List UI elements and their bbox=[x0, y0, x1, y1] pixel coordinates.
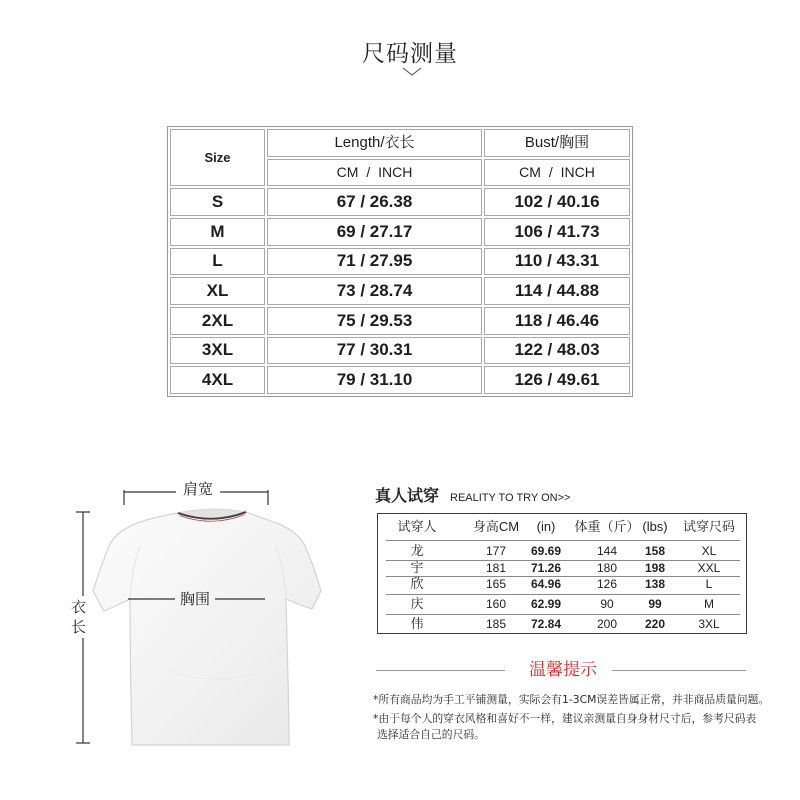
size-cell: L bbox=[170, 248, 265, 276]
size-table-header-row bbox=[170, 129, 630, 157]
size-column-header: Size bbox=[170, 129, 265, 186]
page-title: 尺码测量 bbox=[362, 41, 458, 67]
bust-value: 122 / 48.03 bbox=[484, 337, 630, 365]
try-on-height-in: 71.26 bbox=[530, 561, 562, 575]
tips-divider-right bbox=[612, 670, 746, 671]
size-chart-table bbox=[167, 126, 633, 397]
try-on-weight-jin: 90 bbox=[600, 597, 614, 611]
size-row bbox=[170, 277, 630, 305]
try-on-title: 真人试穿 bbox=[375, 486, 440, 505]
try-on-header-size: 试穿尺码 bbox=[682, 519, 735, 534]
try-on-header-name: 试穿人 bbox=[397, 519, 437, 534]
tshirt-illustration bbox=[60, 470, 350, 760]
try-on-height-in: 72.84 bbox=[530, 617, 562, 631]
tips-title: 温馨提示 bbox=[529, 660, 597, 680]
try-on-subtitle: REALITY TO TRY ON>> bbox=[450, 492, 571, 504]
try-on-weight-lbs: 220 bbox=[644, 617, 666, 631]
try-on-heading bbox=[375, 486, 570, 506]
chest-width-label: 胸围 bbox=[179, 590, 210, 608]
try-on-weight-lbs: 158 bbox=[644, 544, 666, 558]
try-on-weight-lbs: 99 bbox=[648, 597, 662, 611]
tips-divider-left bbox=[376, 670, 505, 671]
try-on-height-in: 62.99 bbox=[530, 597, 562, 611]
try-on-height-cm: 160 bbox=[485, 597, 507, 611]
bust-column-header: Bust/胸围 bbox=[484, 129, 630, 157]
bust-value: 114 / 44.88 bbox=[484, 277, 630, 305]
try-on-header-height-in: (in) bbox=[536, 519, 556, 534]
bust-value: 110 / 43.31 bbox=[484, 248, 630, 276]
size-row bbox=[170, 188, 630, 216]
bust-value: 126 / 49.61 bbox=[484, 366, 630, 394]
tip-note: 选择适合自己的尺码。 bbox=[377, 728, 485, 741]
bust-value: 106 / 41.73 bbox=[484, 218, 630, 246]
try-on-weight-jin: 200 bbox=[596, 617, 618, 631]
try-on-weight-jin: 126 bbox=[596, 577, 618, 591]
size-cell: 4XL bbox=[170, 366, 265, 394]
bust-value: 102 / 40.16 bbox=[484, 188, 630, 216]
length-value: 73 / 28.74 bbox=[267, 277, 482, 305]
size-cell: 3XL bbox=[170, 337, 265, 365]
size-cell: 2XL bbox=[170, 307, 265, 335]
try-on-height-in: 64.96 bbox=[530, 577, 562, 591]
try-on-size: L bbox=[705, 577, 713, 591]
try-on-size: 3XL bbox=[698, 617, 720, 631]
try-on-weight-jin: 180 bbox=[596, 561, 618, 575]
size-row bbox=[170, 337, 630, 365]
try-on-weight-lbs: 138 bbox=[644, 577, 666, 591]
tshirt-body bbox=[93, 509, 321, 745]
try-on-name: 伟 bbox=[410, 616, 424, 631]
shoulder-width-label: 肩宽 bbox=[182, 480, 213, 498]
try-on-weight-lbs: 198 bbox=[644, 561, 666, 575]
try-on-header-weight-lbs: (lbs) bbox=[642, 519, 668, 534]
size-row bbox=[170, 248, 630, 276]
try-on-name: 宇 bbox=[410, 560, 424, 575]
row-divider bbox=[386, 594, 740, 595]
tip-note: *由于每个人的穿衣风格和喜好不一样，建议亲测量自身身材尺寸后，参考尺码表 bbox=[373, 712, 757, 725]
size-row bbox=[170, 218, 630, 246]
length-value: 79 / 31.10 bbox=[267, 366, 482, 394]
length-column-header: Length/衣长 bbox=[267, 129, 482, 157]
try-on-table bbox=[377, 513, 747, 634]
size-cell: M bbox=[170, 218, 265, 246]
length-value: 75 / 29.53 bbox=[267, 307, 482, 335]
try-on-height-cm: 181 bbox=[485, 561, 507, 575]
size-row bbox=[170, 307, 630, 335]
try-on-height-cm: 165 bbox=[485, 577, 507, 591]
try-on-name: 庆 bbox=[410, 596, 424, 611]
length-value: 69 / 27.17 bbox=[267, 218, 482, 246]
chevron-down-icon bbox=[400, 66, 424, 78]
try-on-height-cm: 177 bbox=[485, 544, 507, 558]
try-on-header-weight-jin: 体重（斤） bbox=[574, 519, 640, 534]
length-value: 71 / 27.95 bbox=[267, 248, 482, 276]
row-divider bbox=[386, 614, 740, 615]
length-unit-header: CM / INCH bbox=[267, 159, 482, 187]
try-on-name: 欣 bbox=[410, 576, 424, 591]
size-cell: XL bbox=[170, 277, 265, 305]
try-on-size: XXL bbox=[697, 561, 721, 575]
try-on-weight-jin: 144 bbox=[596, 544, 618, 558]
tip-note: *所有商品均为手工平铺测量，实际会有1-3CM误差皆属正常，并非商品质量问题。 bbox=[373, 693, 770, 706]
try-on-size: XL bbox=[701, 544, 717, 558]
bust-unit-header: CM / INCH bbox=[484, 159, 630, 187]
body-length-label: 衣长 bbox=[69, 599, 87, 639]
size-cell: S bbox=[170, 188, 265, 216]
try-on-height-in: 69.69 bbox=[530, 544, 562, 558]
row-divider bbox=[386, 540, 740, 541]
length-value: 77 / 30.31 bbox=[267, 337, 482, 365]
bust-value: 118 / 46.46 bbox=[484, 307, 630, 335]
try-on-header-height-cm: 身高CM bbox=[472, 519, 520, 534]
try-on-size: M bbox=[704, 597, 714, 611]
size-row bbox=[170, 366, 630, 394]
try-on-name: 龙 bbox=[410, 543, 424, 558]
try-on-height-cm: 185 bbox=[485, 617, 507, 631]
length-value: 67 / 26.38 bbox=[267, 188, 482, 216]
